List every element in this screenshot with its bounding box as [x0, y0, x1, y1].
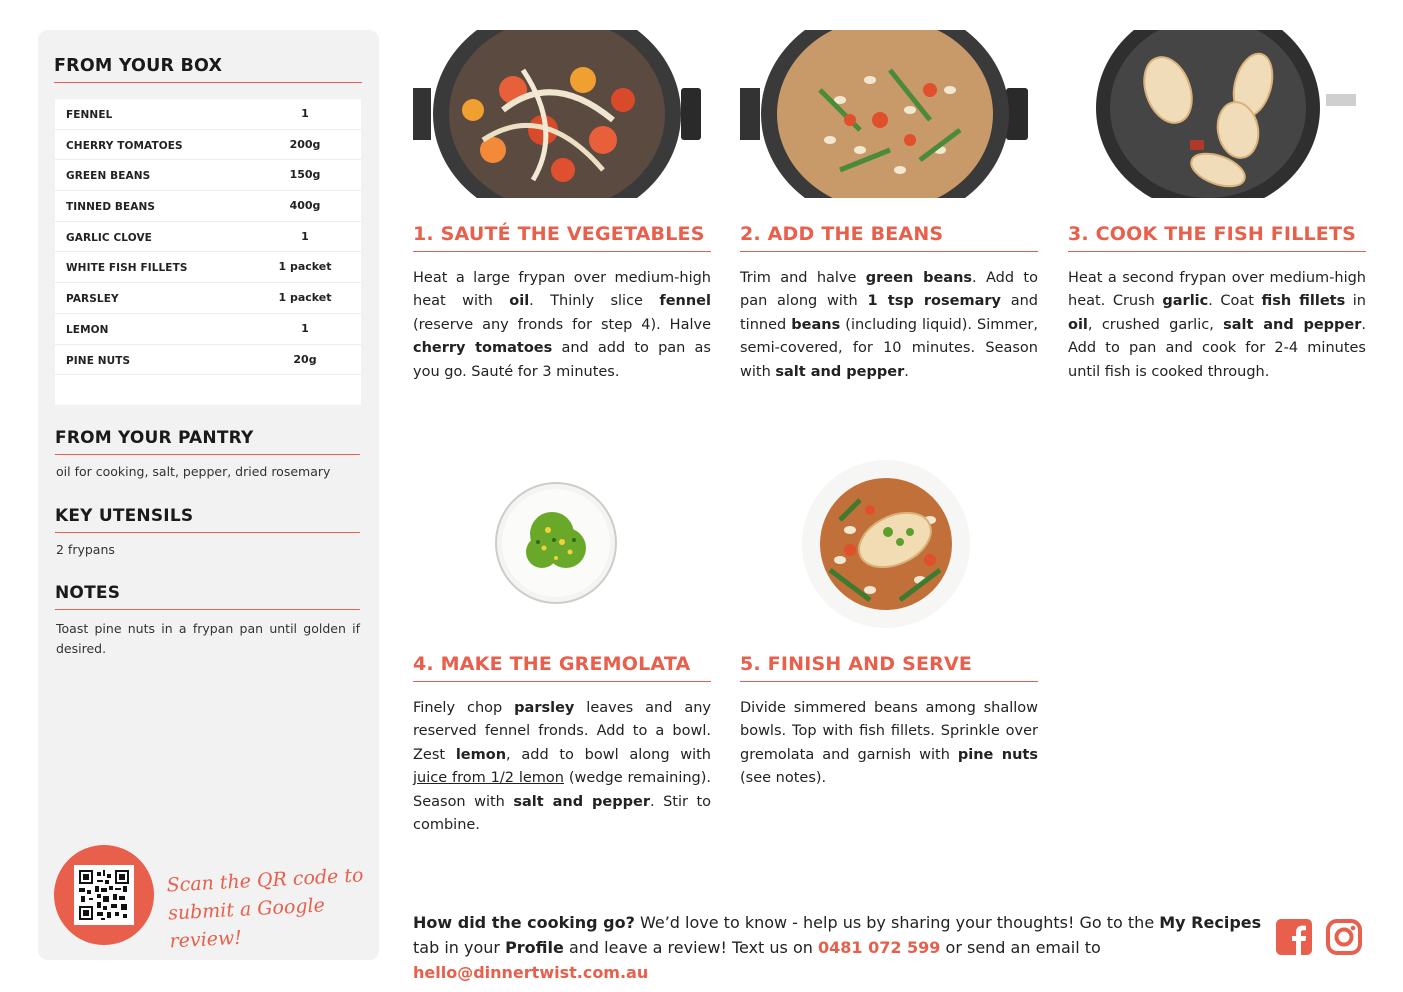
- text-run: Finely chop: [413, 700, 515, 716]
- notes-title: NOTES: [55, 583, 360, 610]
- text-run: (including liquid). Simmer, semi-covered, for 10 minutes. Season with: [740, 316, 1039, 380]
- bold-run: salt and pepper: [775, 363, 905, 380]
- ingredient-quantity: 1: [301, 321, 309, 335]
- ingredient-row: [55, 99, 361, 130]
- bold-run: fennel: [659, 293, 711, 310]
- bold-run: oil: [509, 293, 530, 310]
- ingredient-quantity: 1: [301, 229, 309, 243]
- step-5-photo-finished-dish: [800, 460, 972, 628]
- bold-run: fish fillets: [1261, 293, 1346, 310]
- ingredient-name: CHERRY TOMATOES: [66, 139, 183, 152]
- ingredient-row: [55, 283, 361, 314]
- bold-run: pine nuts: [957, 746, 1038, 763]
- ingredient-quantity: 150g: [289, 168, 321, 182]
- step-3-photo-fish-pan: [1068, 30, 1356, 198]
- ingredient-quantity: 20g: [293, 352, 317, 366]
- from-your-box-title: FROM YOUR BOX: [54, 56, 362, 83]
- notes-text: Toast pine nuts in a frypan pan until golden if desired.: [56, 621, 360, 656]
- ingredients-table: [55, 99, 361, 405]
- text-run: tab in your: [413, 938, 506, 957]
- ingredient-row: [55, 314, 361, 345]
- contact-link[interactable]: hello@dinnertwist.com.au: [413, 963, 649, 982]
- text-run: Heat a large frypan over medium-high heat with: [413, 270, 711, 310]
- ingredient-quantity: 1 packet: [278, 260, 332, 274]
- text-run: Heat a second frypan over medium-high heat. Crush: [1068, 270, 1366, 310]
- bold-run: green beans: [865, 270, 973, 286]
- bold-run: salt and pepper: [513, 793, 650, 810]
- qr-code-icon[interactable]: [74, 865, 134, 925]
- bold-run: oil: [1068, 316, 1088, 333]
- ingredient-row: [55, 222, 361, 253]
- text-run: . Add to pan along with: [740, 270, 1038, 310]
- utensils-text: 2 frypans: [56, 542, 115, 557]
- text-run: . Stir to combine.: [413, 793, 712, 834]
- ingredient-name: PARSLEY: [66, 293, 119, 306]
- text-run: and leave a review! Text us on: [563, 938, 818, 957]
- qr-text-line1: Scan the QR code to: [166, 864, 364, 897]
- ingredient-row: [55, 130, 361, 161]
- review-footer-text: [413, 910, 1263, 985]
- step-2-photo-beans-pan: [740, 30, 1030, 198]
- text-run: in: [1345, 293, 1366, 310]
- pantry-text: oil for cooking, salt, pepper, dried rosemary: [56, 464, 331, 479]
- qr-code-badge[interactable]: [54, 845, 154, 945]
- step-4-photo-gremolata-bowl: [494, 482, 618, 604]
- text-run: , crushed garlic,: [1087, 316, 1224, 333]
- ingredient-name: LEMON: [66, 323, 109, 336]
- text-run: .: [904, 363, 909, 380]
- ingredient-name: FENNEL: [66, 109, 113, 121]
- ingredient-row: [55, 345, 361, 376]
- instagram-icon[interactable]: [1325, 918, 1363, 956]
- text-run: (reserve any fronds for step 4). Halve: [413, 316, 711, 333]
- qr-text-line2: submit a Google review!: [167, 894, 326, 953]
- from-your-pantry-title: FROM YOUR PANTRY: [55, 428, 360, 455]
- ingredient-name: WHITE FISH FILLETS: [66, 262, 188, 275]
- bold-run: How did the cooking go?: [413, 913, 635, 932]
- bold-run: My Recipes: [1159, 913, 1262, 932]
- bold-run: salt and pepper: [1223, 316, 1362, 333]
- ingredient-quantity: 200g: [289, 137, 321, 151]
- bold-run: cherry tomatoes: [413, 340, 553, 357]
- ingredient-name: PINE NUTS: [66, 354, 131, 367]
- ingredient-name: GREEN BEANS: [66, 170, 151, 183]
- step-4-text: [413, 697, 711, 837]
- bold-run: Profile: [505, 938, 564, 957]
- step-1-title: 1. SAUTÉ THE VEGETABLES: [413, 223, 711, 252]
- bold-run: beans: [791, 316, 841, 333]
- step-5-text: [740, 697, 1038, 791]
- ingredient-quantity: 400g: [289, 199, 321, 213]
- step-1-photo-vegetables-pan: [413, 30, 701, 198]
- bold-run: 1 tsp rosemary: [867, 293, 1001, 310]
- step-3-title: 3. COOK THE FISH FILLETS: [1068, 223, 1366, 252]
- text-run: (see notes).: [740, 770, 827, 787]
- text-run: We’d love to know - help us by sharing your thoughts! Go to the: [634, 913, 1160, 932]
- bold-run: lemon: [455, 746, 507, 763]
- bold-run: garlic: [1162, 293, 1209, 310]
- key-utensils-title: KEY UTENSILS: [55, 506, 360, 533]
- facebook-icon[interactable]: [1275, 918, 1313, 956]
- step-3-text: [1068, 267, 1366, 384]
- underlined-run: juice from 1/2 lemon: [413, 770, 564, 787]
- ingredient-quantity: 1: [301, 107, 309, 120]
- ingredient-row: [55, 160, 361, 191]
- text-run: and add to pan as you go. Sauté for 3 minutes.: [413, 340, 711, 380]
- ingredient-name: TINNED BEANS: [66, 201, 156, 214]
- text-run: Divide simmered beans among shallow bowls. Top with fish fillets. Sprinkle over gremolata and garnish with: [740, 700, 1038, 763]
- text-run: and tinned: [740, 293, 1038, 333]
- text-run: (wedge remaining). Season with: [413, 770, 712, 810]
- step-5-title: 5. FINISH AND SERVE: [740, 653, 1038, 682]
- text-run: Trim and halve: [740, 270, 866, 286]
- bold-run: parsley: [514, 700, 575, 716]
- text-run: . Coat: [1208, 293, 1262, 310]
- ingredient-name: GARLIC CLOVE: [66, 231, 152, 244]
- ingredient-row: [55, 252, 361, 283]
- text-run: . Thinly slice: [529, 293, 660, 310]
- qr-review-prompt: [166, 861, 381, 956]
- text-run: , add to bowl along with: [506, 746, 712, 763]
- contact-link[interactable]: 0481 072 599: [817, 938, 941, 957]
- ingredient-row: [55, 191, 361, 222]
- step-2-text: [740, 267, 1038, 384]
- ingredient-quantity: 1 packet: [278, 291, 332, 305]
- ingredients-sidebar: [38, 30, 379, 960]
- text-run: . Add to pan and cook for 2-4 minutes until fish is cooked through.: [1068, 316, 1367, 380]
- step-1-text: [413, 267, 711, 384]
- text-run: leaves and any reserved fennel fronds. Add to a bowl. Zest: [413, 700, 711, 763]
- step-2-title: 2. ADD THE BEANS: [740, 223, 1038, 252]
- step-4-title: 4. MAKE THE GREMOLATA: [413, 653, 711, 682]
- text-run: or send an email to: [940, 938, 1101, 957]
